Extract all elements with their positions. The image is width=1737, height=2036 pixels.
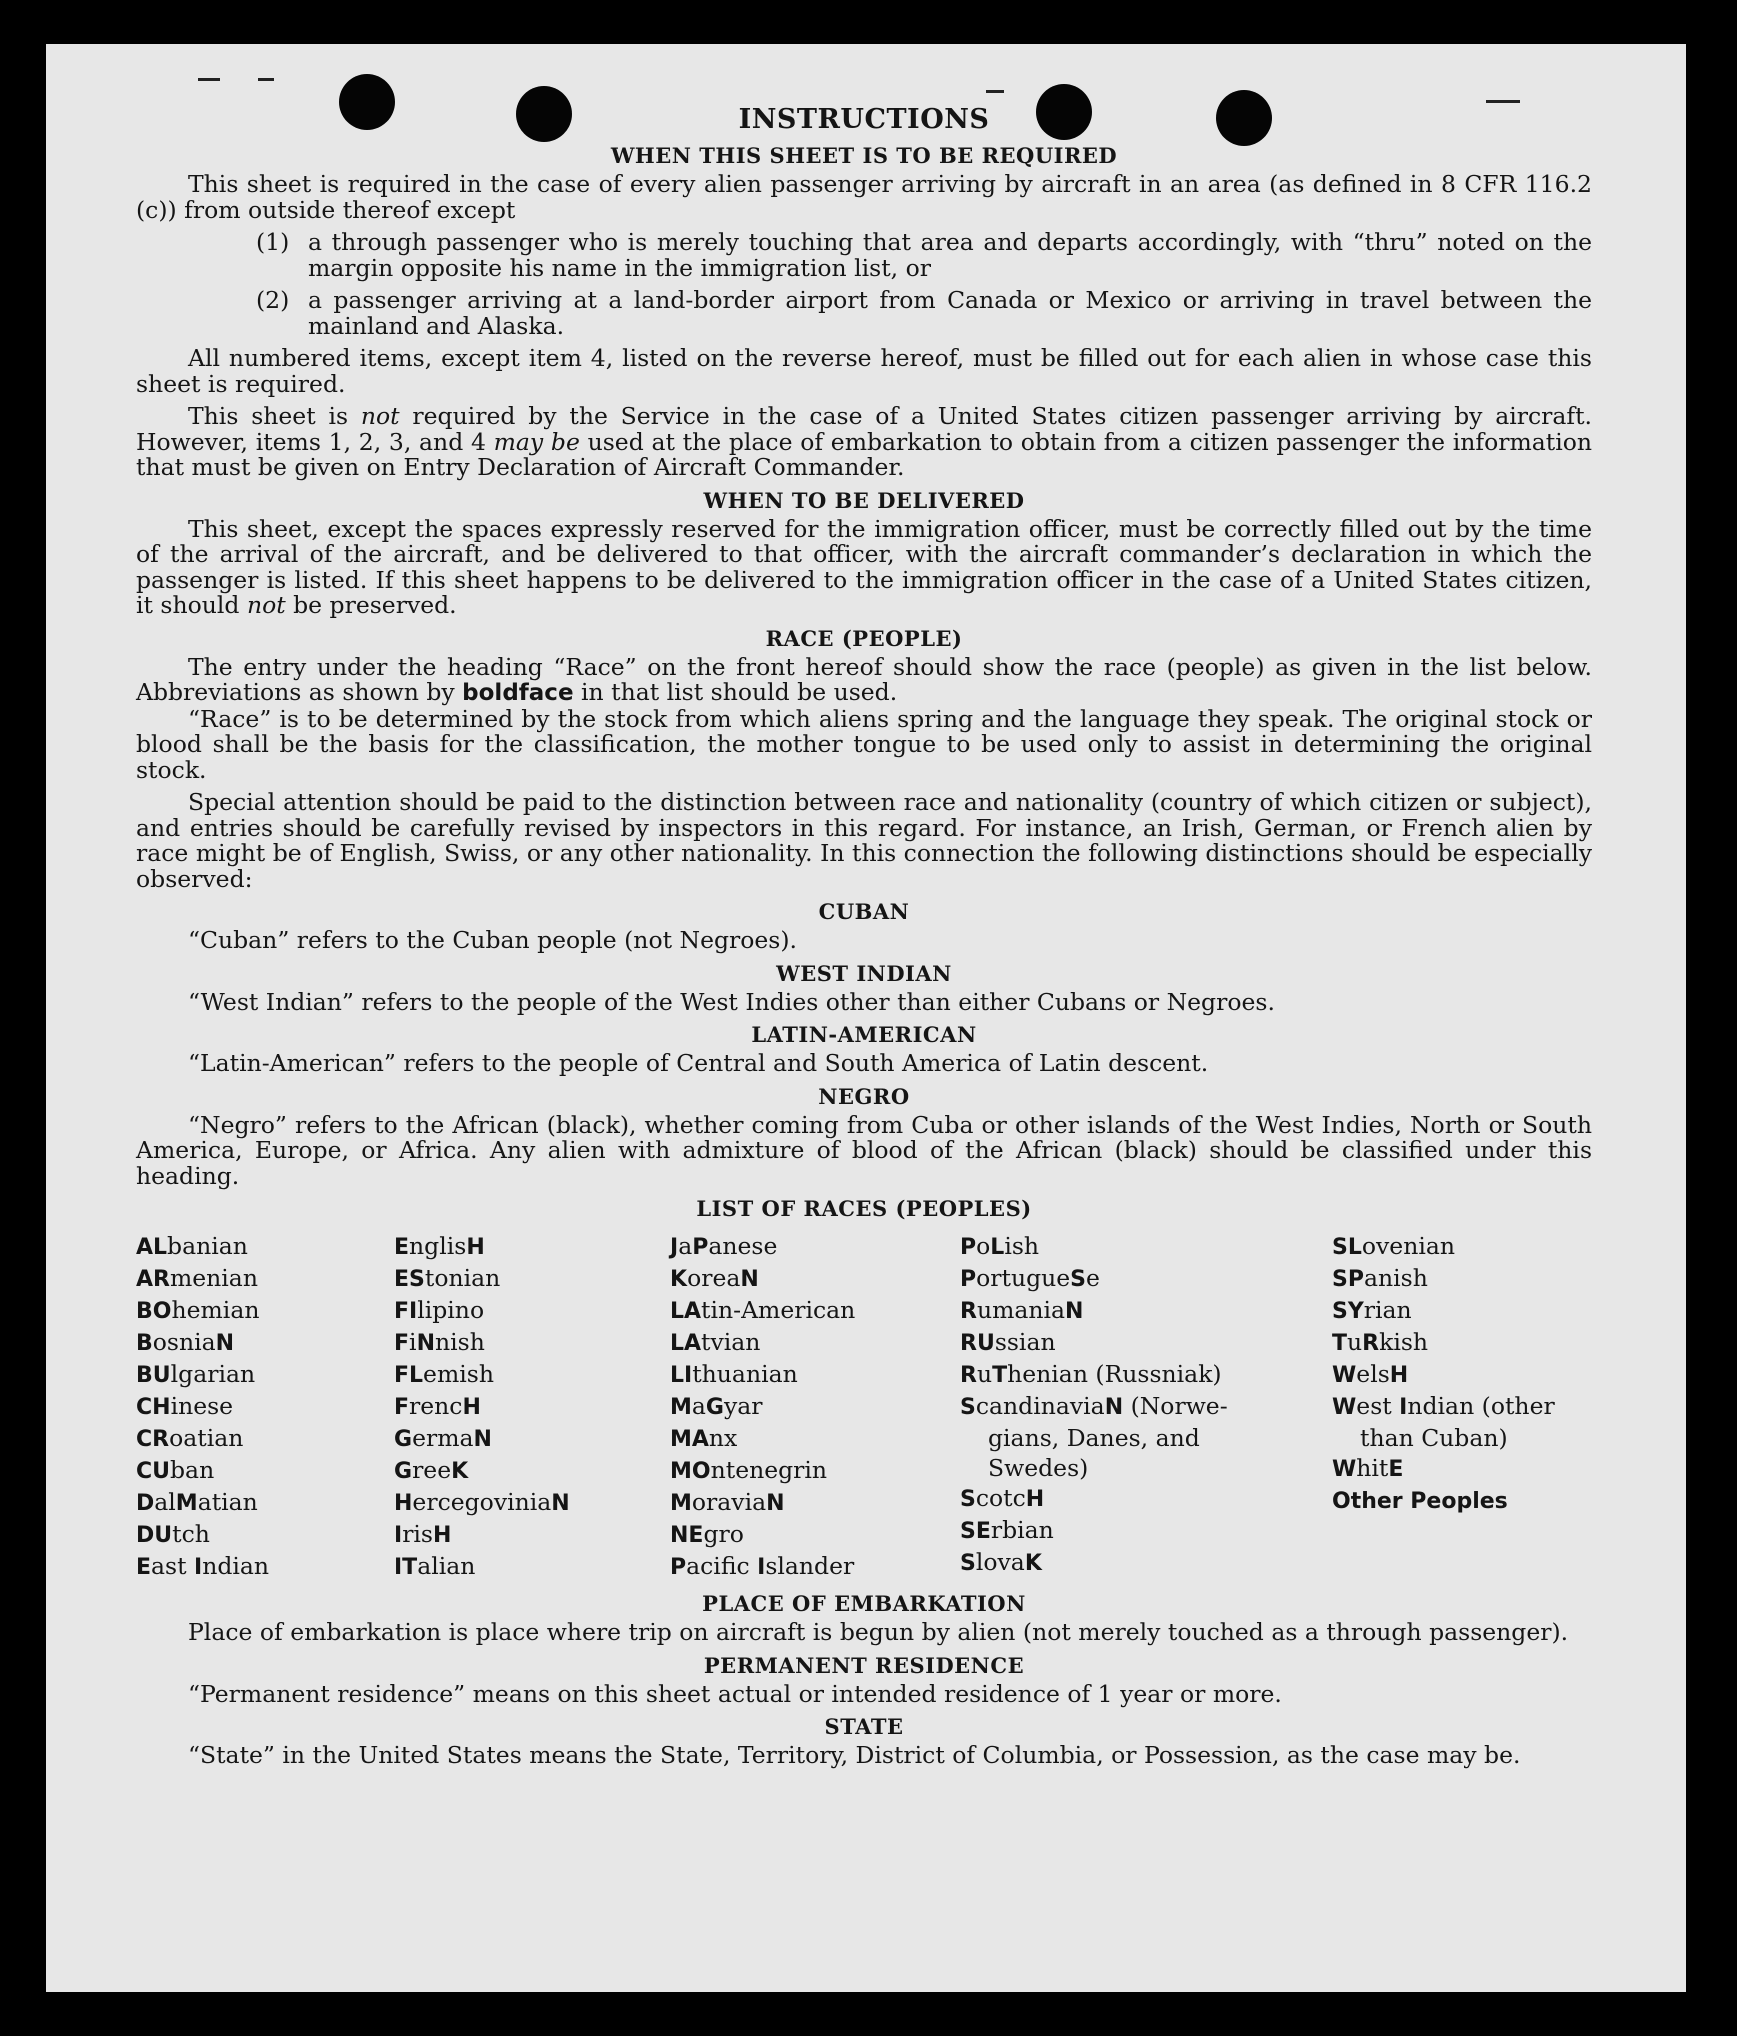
- race-entry: LAtvian: [670, 1328, 761, 1356]
- race-list: [136, 1231, 1592, 1583]
- scan-mark: [258, 78, 274, 81]
- heading-race: RACE (PEOPLE): [765, 625, 963, 651]
- race-entry: FLemish: [394, 1360, 494, 1388]
- race-entry: CUban: [136, 1456, 215, 1484]
- list-item: [256, 288, 1592, 339]
- heading-residence: PERMANENT RESIDENCE: [703, 1652, 1025, 1678]
- race-entry: LIthuanian: [670, 1360, 798, 1388]
- race-entry: Other Peoples: [1332, 1489, 1508, 1514]
- race-entry: GreeK: [394, 1456, 469, 1484]
- paragraph-latin-american: “Latin-American” refers to the people of Central and South America of Latin descent.: [188, 1049, 1209, 1077]
- heading-latin-american: LATIN-AMERICAN: [751, 1022, 977, 1047]
- heading-west-indian: WEST INDIAN: [776, 960, 952, 986]
- paragraph-race-nationality: Special attention should be paid to the distinction between race and nationality (country of which citizen or subject), and entries should be carefully revised by inspectors in this regard. For instance, an Irish, German, or French alien by race might be of English, Swiss, or any other nationality. In this connection the following distinctions should be especially observed:: [136, 788, 1592, 893]
- race-entry: RuThenian (Russniak): [960, 1360, 1222, 1388]
- paragraph-cuban: “Cuban” refers to the Cuban people (not Negroes).: [188, 926, 798, 954]
- document-title: INSTRUCTIONS: [738, 104, 990, 135]
- race-entry: PoLish: [960, 1232, 1040, 1260]
- race-entry: PortugueSe: [960, 1264, 1100, 1292]
- race-entry: WelsH: [1332, 1360, 1409, 1388]
- item-text: a through passenger who is merely touching that area and departs accordingly, with “thru” noted on the margin opposite his name in the immigration list, or: [308, 228, 1592, 282]
- race-entry: gians, Danes, and: [988, 1424, 1200, 1452]
- race-entry: NEgro: [670, 1520, 744, 1548]
- race-entry: Swedes): [988, 1454, 1089, 1482]
- race-entry: Pacific Islander: [670, 1552, 855, 1580]
- race-entry: West Indian (other: [1332, 1392, 1555, 1420]
- scan-mark: [986, 90, 1004, 93]
- paragraph-negro: “Negro” refers to the African (black), whether coming from Cuba or other islands of the West Indies, North or South America, Europe, or Africa. Any alien with admixture of blood of the African (black) should be classified under this heading.: [136, 1110, 1592, 1190]
- race-entry: ScotcH: [960, 1484, 1045, 1512]
- race-column: [670, 1231, 960, 1583]
- race-entry: LAtin-American: [670, 1296, 856, 1324]
- item-number: (1): [256, 228, 290, 256]
- race-entry: JaPanese: [670, 1232, 778, 1260]
- paragraph-citizen: This sheet is not required by the Service in the case of a United States citizen passenger arriving by aircraft. However, items 1, 2, 3, and 4 may be used at the place of embarkation to obtain from a citizen passenger the information that must be given on Entry Declaration of Aircraft Commander.: [136, 402, 1592, 481]
- scan-mark: [198, 78, 220, 81]
- race-column: [394, 1231, 670, 1583]
- race-column: [1332, 1231, 1592, 1583]
- race-entry: SlovaK: [960, 1548, 1042, 1576]
- race-entry: RUssian: [960, 1328, 1056, 1356]
- race-entry: FiNnish: [394, 1328, 485, 1356]
- race-entry: ScandinaviaN (Norwe-: [960, 1392, 1228, 1420]
- race-entry: ARmenian: [136, 1264, 258, 1292]
- paragraph-west-indian: “West Indian” refers to the people of the West Indies other than either Cubans or Negroes.: [188, 987, 1275, 1016]
- paragraph-embarkation: Place of embarkation is place where trip on aircraft is begun by alien (not merely touched as a through passenger).: [188, 1618, 1569, 1646]
- race-entry: WhitE: [1332, 1454, 1404, 1482]
- race-entry: GermaN: [394, 1424, 492, 1452]
- race-entry: FrencH: [394, 1392, 481, 1420]
- paragraph-state: “State” in the United States means the State, Territory, District of Columbia, or Possession, as the case may be.: [188, 1741, 1521, 1769]
- paragraph-race-determination: “Race” is to be determined by the stock from which aliens spring and the language they speak. The original stock or blood shall be the basis for the classification, the mother tongue to be used only to assist in determining the original stock.: [136, 704, 1592, 784]
- heading-list-of-races: LIST OF RACES (PEOPLES): [696, 1196, 1032, 1221]
- race-entry: MAnx: [670, 1424, 738, 1452]
- item-text: a passenger arriving at a land-border airport from Canada or Mexico or arriving in travel between the mainland and Alaska.: [308, 286, 1592, 340]
- race-entry: TuRkish: [1332, 1328, 1429, 1356]
- paragraph-required: This sheet is required in the case of every alien passenger arriving by aircraft in an area (as defined in 8 CFR 116.2 (c)) from outside thereof except: [136, 170, 1592, 224]
- paragraph-numbered-items: All numbered items, except item 4, listed on the reverse hereof, must be filled out for each alien in whose case this sheet is required.: [136, 344, 1592, 398]
- race-entry: SPanish: [1332, 1264, 1428, 1292]
- race-entry: SYrian: [1332, 1296, 1412, 1324]
- race-entry: DalMatian: [136, 1488, 258, 1516]
- race-entry: EStonian: [394, 1264, 501, 1292]
- race-entry: BOhemian: [136, 1296, 260, 1324]
- race-entry: CHinese: [136, 1392, 234, 1420]
- race-entry: SLovenian: [1332, 1232, 1456, 1260]
- race-entry: MOntenegrin: [670, 1456, 828, 1484]
- race-entry: FIlipino: [394, 1296, 485, 1324]
- heading-cuban: CUBAN: [818, 899, 910, 924]
- document-body: [136, 104, 1592, 1776]
- race-entry: ITalian: [394, 1552, 476, 1580]
- race-entry: EnglisH: [394, 1232, 485, 1260]
- heading-when-delivered: WHEN TO BE DELIVERED: [703, 487, 1025, 513]
- document-page: [46, 44, 1686, 1992]
- race-entry: MaGyar: [670, 1392, 763, 1420]
- heading-negro: NEGRO: [818, 1083, 910, 1109]
- paragraph-delivered: This sheet, except the spaces expressly reserved for the immigration officer, must be correctly filled out by the time of the arrival of the aircraft, and be delivered to that officer, with the aircraft commander’s declaration in which the passenger is listed. If this sheet happens to be delivered to the immigration officer in the case of a United States citizen, it should not be preserved.: [136, 514, 1592, 619]
- race-entry: KoreaN: [670, 1264, 759, 1292]
- race-entry: SErbian: [960, 1516, 1054, 1544]
- heading-state: STATE: [824, 1714, 904, 1739]
- race-entry: East Indian: [136, 1552, 270, 1580]
- race-entry: IrisH: [394, 1520, 452, 1548]
- race-entry: than Cuban): [1360, 1424, 1508, 1452]
- heading-embarkation: PLACE OF EMBARKATION: [702, 1591, 1026, 1616]
- paragraph-residence: “Permanent residence” means on this sheet actual or intended residence of 1 year or more.: [188, 1679, 1282, 1708]
- race-entry: DUtch: [136, 1520, 210, 1548]
- race-column: [960, 1231, 1332, 1583]
- race-entry: ALbanian: [136, 1232, 248, 1260]
- item-number: (2): [256, 286, 290, 314]
- race-entry: BUlgarian: [136, 1360, 256, 1388]
- race-entry: CRoatian: [136, 1424, 244, 1452]
- race-entry: RumaniaN: [960, 1296, 1084, 1324]
- race-entry: BosniaN: [136, 1328, 235, 1356]
- list-item: [256, 230, 1592, 281]
- scan-mark: [1486, 100, 1520, 103]
- race-entry: HercegoviniaN: [394, 1488, 570, 1516]
- heading-when-required: WHEN THIS SHEET IS TO BE REQUIRED: [610, 143, 1118, 168]
- paragraph-race-entry: The entry under the heading “Race” on the front hereof should show the race (people) as given in the list below. Abbreviations as shown by boldface in that list should be used.: [136, 652, 1592, 706]
- race-column: [136, 1231, 394, 1583]
- race-entry: MoraviaN: [670, 1488, 785, 1516]
